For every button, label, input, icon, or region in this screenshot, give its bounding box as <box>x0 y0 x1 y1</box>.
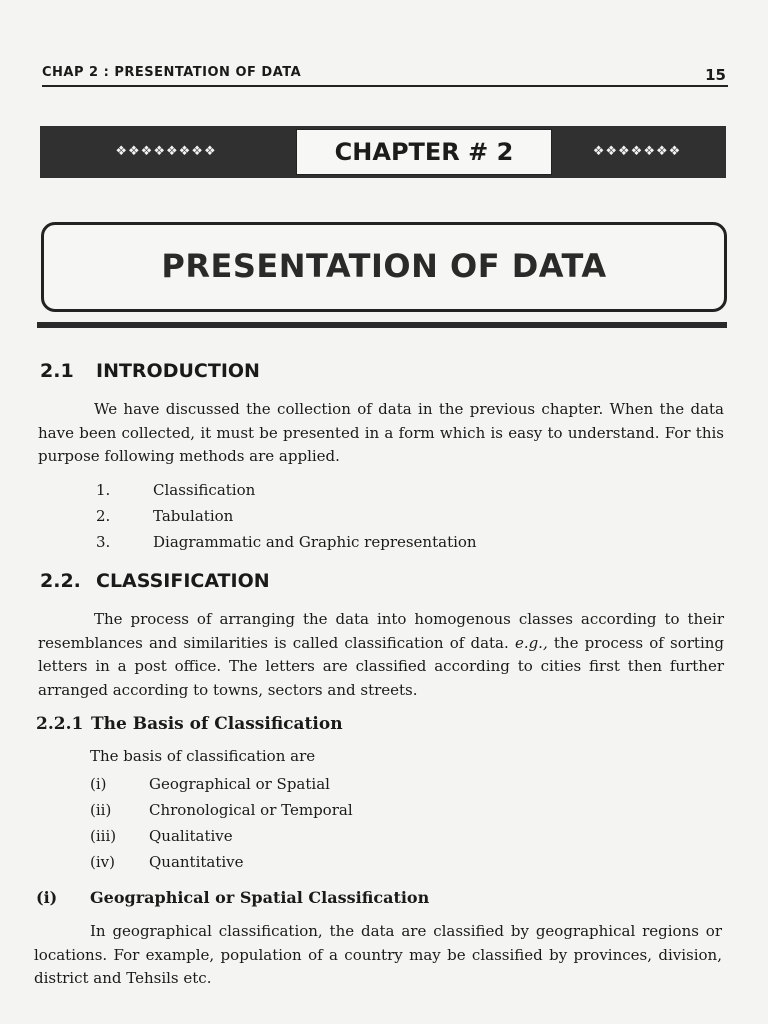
diamond-ornament-left: ❖❖❖❖❖❖❖❖ <box>115 144 217 159</box>
subsection-heading-basis <box>36 714 343 734</box>
classification-paragraph: The process of arranging the data into homogenous classes according to their resemblances and similarities is called classification of data. e.g., the process of sorting letters in a post office. The letters are classified according to cities first then further arranged according to towns, sectors and streets. <box>38 610 724 699</box>
geographical-paragraph: In geographical classification, the data are classified by geographical regions or locations. For example, population of a country may be classified by provinces, division, district and Tehsils etc. <box>34 922 722 987</box>
section-number: 2.2. <box>40 570 81 592</box>
running-title: CHAP 2 : PRESENTATION OF DATA <box>42 65 302 80</box>
subsection-title: The Basis of Classification <box>91 714 343 734</box>
subsubsection-marker: (i) <box>36 888 58 907</box>
basis-list <box>90 771 690 875</box>
introduction-paragraph: We have discussed the collection of data in the previous chapter. When the data have been collected, it must be presented in a form which is easy to understand. For this purpose following methods are applied. <box>38 400 724 465</box>
list-item: (iv) Quantitative <box>90 853 244 871</box>
chapter-banner <box>40 126 726 178</box>
section-number: 2.1 <box>40 360 74 382</box>
subsubsection-title: Geographical or Spatial Classification <box>90 888 430 907</box>
title-divider <box>37 322 727 328</box>
running-header <box>42 63 728 87</box>
list-item: (i) Geographical or Spatial <box>90 775 330 793</box>
diamond-ornament-right: ❖❖❖❖❖❖❖ <box>592 144 682 159</box>
list-item: (ii) Chronological or Temporal <box>90 801 353 819</box>
list-item: 2. Tabulation <box>96 507 234 525</box>
list-item: 3. Diagrammatic and Graphic representation <box>96 533 477 551</box>
section-title: INTRODUCTION <box>96 360 260 382</box>
chapter-label: CHAPTER # 2 <box>296 129 552 175</box>
basis-intro: The basis of classification are <box>90 747 316 765</box>
section-heading-classification <box>40 570 270 592</box>
chapter-title-box <box>41 222 727 312</box>
section-title: CLASSIFICATION <box>96 570 270 592</box>
subsubsection-heading-geographical <box>36 888 429 907</box>
list-item: 1. Classification <box>96 481 256 499</box>
subsection-number: 2.2.1 <box>36 714 84 734</box>
chapter-title: PRESENTATION OF DATA <box>161 247 607 285</box>
page-number: 15 <box>705 66 726 84</box>
methods-list <box>96 477 696 555</box>
list-item: (iii) Qualitative <box>90 827 233 845</box>
section-heading-introduction <box>40 360 260 382</box>
